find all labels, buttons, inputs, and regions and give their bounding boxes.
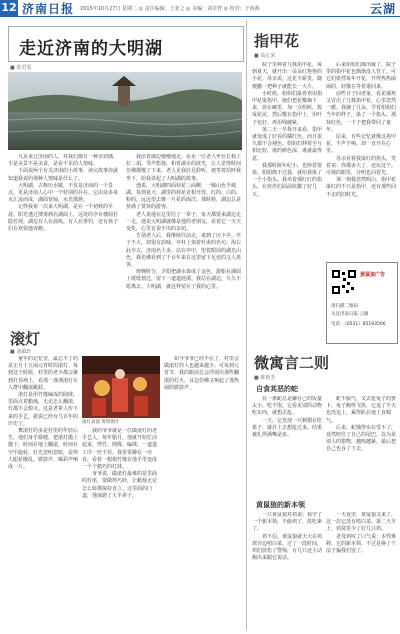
paragraph: 爷爷说，做滚灯最难的是里面的灯座，要做得巧妙，让蜡烛无论怎么转都保持直立。这里面的门道，他琢磨了大半辈子。 <box>82 471 158 499</box>
article-byline: ■ 高正荣 <box>254 53 276 59</box>
paragraph: 傍晚时分，夕阳把湖水染成了金色，游船在湖面上缓缓划过，留下一道道涟漪。我站在湖边，久久不愿离去。大明湖，就这样留在了我的心里。 <box>126 269 242 290</box>
paragraph: 我那时候年纪小，也吵着要染。姐姐拗不过我，就给我染了一个小指头。我举着那红红的指头，在伙伴们面前炫耀了好几天。 <box>252 162 322 198</box>
column-divider <box>246 20 247 630</box>
paragraph: 后来，蛇饿得实在受不了，竟然咬住了自己的尾巴，以为是别人的猎物，越咬越紧，最后把自己也吞了下去。 <box>326 424 396 453</box>
paragraph: 院子里种着几株指甲花，每到夏天，就开出一朵朵红艳艳的小花。母亲说，这花不娇贵，随便撒一把种子就能长一大片。 <box>252 62 322 90</box>
article-byline: ■ 张君雯 <box>10 65 32 71</box>
paragraph: 如今爷爷已经不在了，村里会做滚灯的人也越来越少。可每到元宵节，我的眼前总会浮现出那些翻滚的灯火，耳边仿佛又响起了那热闹的锣鼓声。 <box>164 356 240 391</box>
ad-line: 关注济南日报·云湖 <box>331 312 369 317</box>
lake-photo <box>8 72 242 150</box>
paragraph: 母亲看着我染红的指头，笑着说：你都多大了，还玩这个。可她的眼里，分明也闪着光。 <box>326 155 396 177</box>
paragraph: 童年的记忆里，最忘不了的是正月十五闹元宵时的滚灯。每到这个时候，村里的老少都会聚到打谷场上，看那一盏盏滚灯在人群中翻滚跳跃。 <box>8 356 78 391</box>
paragraph: 原来，有些记忆就像这指甲花，不声不响，却一直开在心里。 <box>326 134 396 155</box>
paragraph: 一天夜里，黄鼠狼又来了，这一次它没有啃白菜。第二天早上，鸡窝里少了好几只鸡。 <box>326 512 396 533</box>
fable-body <box>326 512 396 628</box>
paragraph: 我的爷爷就是一位做滚灯的老手艺人。每年腊月，他就开始忙活起来，劈竹、削篾、编球，一道道工序一丝不苟。我常常蹲在一旁看，看着一根根竹篾在他手里变成一个个精巧的灯球。 <box>82 428 158 471</box>
paragraph: 凡是来过济南的人，对我们都有一种亲切感，不是美景不是美食，是看不见的人情味。 <box>8 154 119 168</box>
fable-title: 黄鼠狼的新本领 <box>256 500 305 509</box>
article-body <box>252 62 322 344</box>
article-title: 滚灯 <box>10 330 41 348</box>
article-body <box>126 154 242 324</box>
paragraph: 后来姐姐们都出嫁了，院子里的指甲花也渐渐没人管了。可它们依然每年开花，开得热热闹闹的，好像在等着谁回来。 <box>326 62 396 90</box>
fable-body <box>252 512 322 628</box>
qr-code-icon[interactable] <box>331 269 357 295</box>
fable-body <box>326 396 396 494</box>
article-body <box>164 356 242 628</box>
paragraph: 记得我第一次来大明湖，是在一个初秋的早晨。阳光透过薄雾洒在湖面上，远处的亭台楼阁若隐若现。湖边有人在晨练，有人在垂钓，还有孩子们在欢快地奔跑。 <box>8 204 119 233</box>
paragraph: 前些日子回老家，看见墙角又冒出了几株指甲花，心里忽然一暖。我摘了几朵，学着姐姐们当年的样子，染了一个指头。那抹红色，一下子把我带回了童年。 <box>326 90 396 133</box>
ad-phone: 电话：（0531）85193566 <box>331 322 386 327</box>
ad-brand: 黄鼠狼广告 <box>360 272 386 278</box>
paragraph: 蛇不服气，又去抢兔子的萝卜，兔子跑得飞快，它追了半天也没追上，累得趴在地上直喘气。 <box>326 396 396 424</box>
stage-photo <box>82 356 160 418</box>
dateline: 2015年10月27日 星期二 ◎ 责任编辑：王亚之 ◎ 美编：刘卓智 ◎ 校对：于海燕 <box>80 5 260 12</box>
paragraph: 老人说他在这里住了一辈子，每天都要来湖边走一走。他说大明湖就像是他的老朋友，看着它一天天变化，心里有说不出的亲切。 <box>126 211 242 233</box>
fable-title: 自食其恶的蛇 <box>256 384 298 393</box>
section-name: 云湖 <box>369 1 396 16</box>
paragraph: 老母鸡叹了口气说：本性难移，它的新本领，不过是换了个法子骗我们罢了。 <box>326 533 396 555</box>
paragraph: 一天，它发现一只刺猬在吃果子，就扑上去想抢过来，结果被扎得满嘴是血。 <box>252 417 322 439</box>
ad-box <box>326 262 398 344</box>
paragraph: 小时候，姐姐们最喜欢用指甲花染指甲。她们把花瓣摘下来，放在碗里，加一点明矾，捣成花泥，然后敷在指甲上，用叶子包好，再用线缠紧。 <box>252 90 322 126</box>
paragraph: 那一刻我忽然明白，指甲花染红的不只是指甲，还有那些回不去的旧时光。 <box>326 177 396 198</box>
paragraph: 鸡不信，黄鼠狼就天天在鸡窝旁边啃白菜。过了一段时间，鸡们放松了警惕，有几只还主动跑出来跟它说话。 <box>252 533 322 562</box>
paragraph: 下面说两个有关济南的小故事，读完故事你就知道我说的那种人情味是什么了。 <box>8 168 119 182</box>
article-title: 微寓言二则 <box>254 354 330 372</box>
article-byline: ■ 刘敏轩 <box>10 349 32 355</box>
page-header <box>0 0 400 17</box>
fable-body <box>252 396 322 494</box>
article-byline: ■ 陈艳芳 <box>254 375 276 381</box>
article-body <box>326 62 396 258</box>
article-body <box>82 428 160 628</box>
page-number: 12 <box>1 1 17 14</box>
paragraph: 第二天一早拆开来看，指甲就变成了好看的橘红色，而且很久都不会褪色。姐姐们伸着手互相比较，谁的颜色深，谁就最得意。 <box>252 126 322 162</box>
paragraph: 大明湖，古称历水陂，不仅是济南的一个景点，更是济南人心中一个特别的存在。它由众多泉水汇流而成，湖面宽阔，水光潋滟。 <box>8 182 119 204</box>
paragraph: 他说，大明湖四面荷花三面柳，一城山色半城湖。每到夏天，湖里的荷花竞相开放，红的、白的、粉的，远远望去像一片花的海洋。那时候，湖边总是挤满了赏荷的游客。 <box>126 182 242 211</box>
paragraph: 有一条蛇总是嫌自己的饭量太小，吃不饱。它看见别的动物吃东西，就想去抢。 <box>252 396 322 417</box>
paragraph: 我沿着湖边慢慢地走，看见一位老人坐在长椅上拉二胡。琴声悠扬，和着湖水的波光，让人觉得时间仿佛都慢了下来。老人见我驻足聆听，便笑着招呼我坐下，给我讲起了大明湖的故事。 <box>126 154 242 182</box>
article-title: 指甲花 <box>254 32 300 50</box>
paragraph: 滚灯是用竹篾编成的圆球，里面点着蜡烛，无论怎么翻滚，灯都不会熄灭。这是老辈人传下来的手艺，据说已经有几百年的历史了。 <box>8 392 78 427</box>
ad-line: 请扫描二维码 <box>331 304 358 309</box>
paragraph: 一只黄鼠狼对鸡说：我学了一个新本领，不偷鸡了，改吃素了。 <box>252 512 322 533</box>
article-body <box>8 356 78 628</box>
paragraph: 告别老人后，我继续往前走，来到了历下亭。亭子不大，却很有韵味。亭柱上刻着杜甫的名句：海右此亭古，济南名士多。站在亭中，望着眼前的湖光山色，我仿佛看到了千百年来在这里留下足迹的文人墨客。 <box>126 233 242 269</box>
article-title-box <box>8 26 244 62</box>
newspaper-name: 济南日报 <box>22 1 75 16</box>
paragraph: 舞滚灯的多是村里的年轻后生，他们身手矫健，把滚灯抛上抛下，时而在地上翻滚，时而在空中旋转，灯光忽明忽暗，看得人眼花缭乱。锣鼓声、喝彩声响成一片。 <box>8 428 78 471</box>
photo-caption: 滚灯表演 资料图片 <box>82 420 120 425</box>
article-body <box>8 154 120 324</box>
article-title: 走近济南的大明湖 <box>19 39 163 59</box>
